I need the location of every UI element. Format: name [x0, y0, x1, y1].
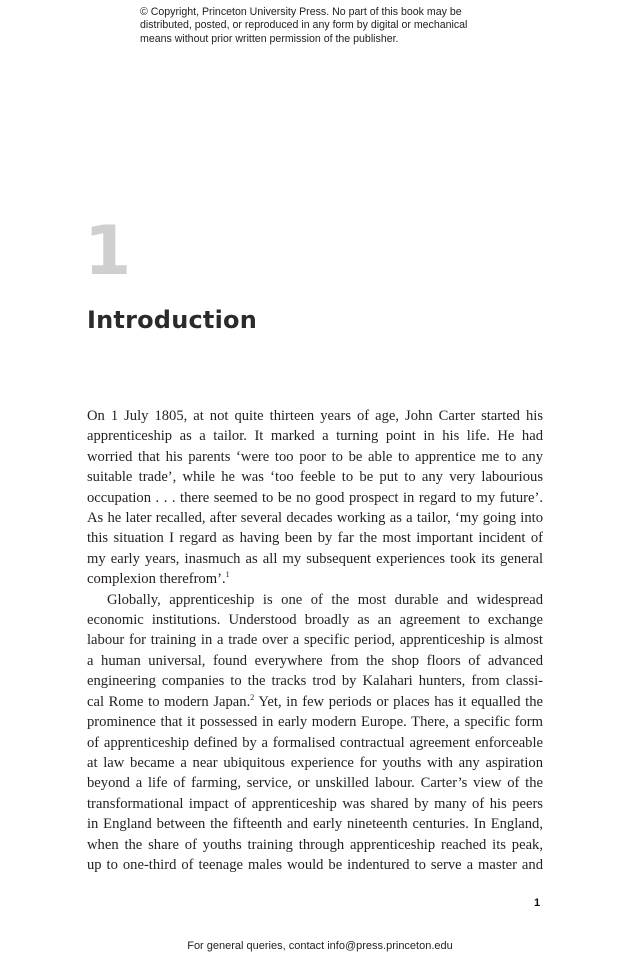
text-line: economic institutions. Understood broadly as an agreement to exchange: [87, 612, 543, 629]
text-line: [87, 569, 543, 589]
text-line: transformational impact of apprenticeship was shared by many of his peers: [87, 795, 543, 812]
copyright-notice: [140, 6, 520, 46]
text-fragment: cal Rome to modern Japan.: [87, 693, 251, 710]
text-fragment: Yet, in few periods or places has it equalled the: [254, 693, 543, 710]
text-line: in England between the fifteenth and early nineteenth centuries. In England,: [87, 816, 543, 833]
text-line: worried that his parents ‘were too poor to be able to apprentice me to any: [87, 448, 543, 465]
text-line: at law became a near ubiquitous experience for youths with any aspiration: [87, 754, 543, 771]
text-line: labour for training in a trade over a specific period, apprenticeship is almost: [87, 632, 543, 649]
text-line: this situation I regard as having been by far the most important incident of: [87, 530, 543, 547]
text-line: when the share of youths training through apprenticeship reached its peak,: [87, 836, 543, 853]
copyright-line: © Copyright, Princeton University Press. No part of this book may be: [140, 6, 462, 18]
text-line: On 1 July 1805, at not quite thirteen years of age, John Carter started his: [87, 408, 543, 424]
text-line: of apprenticeship defined by a formalised contractual agreement enforceable: [87, 734, 543, 751]
text-line: apprenticeship as a tailor. It marked a turning point in his life. He had: [87, 428, 543, 445]
chapter-body: [87, 406, 543, 875]
text-line: my early years, inasmuch as all my subsequent experiences took its general: [87, 550, 543, 567]
footnote-marker[interactable]: 1: [225, 570, 230, 580]
text-line: a human universal, found everywhere from the shop floors of advanced: [87, 652, 543, 669]
page-number: 1: [534, 897, 541, 909]
text-line: Globally, apprenticeship is one of the most durable and widespread: [107, 591, 543, 608]
footer-contact: For general queries, contact info@press.princeton.edu: [187, 940, 453, 952]
text-line: suitable trade’, while he was ‘too feeble to be put to any very labourious: [87, 469, 543, 486]
text-line: up to one-third of teenage males would be indentured to serve a master and: [87, 856, 543, 873]
paragraph-2: [87, 590, 543, 876]
text-line: prominence that it possessed in early modern Europe. There, a specific form: [87, 714, 543, 731]
text-line: [87, 692, 543, 712]
copyright-line: distributed, posted, or reproduced in any form by digital or mechanical: [140, 19, 468, 32]
text-line: occupation . . . there seemed to be no good prospect in regard to my future’.: [87, 489, 543, 506]
text-line: engineering companies to the tracks trod by Kalahari hunters, from classi-: [87, 673, 543, 690]
chapter-title: Introduction: [87, 306, 257, 334]
text-line: beyond a life of farming, service, or unskilled labour. Carter’s view of the: [87, 775, 543, 792]
footnote-marker[interactable]: 2: [250, 692, 255, 702]
chapter-number: 1: [84, 212, 132, 291]
paragraph-1: [87, 406, 543, 590]
copyright-line: means without prior written permission of the publisher.: [140, 32, 399, 45]
text-line: As he later recalled, after several decades working as a tailor, ‘my going into: [87, 510, 543, 527]
text-fragment: complexion therefrom’.: [87, 571, 226, 588]
